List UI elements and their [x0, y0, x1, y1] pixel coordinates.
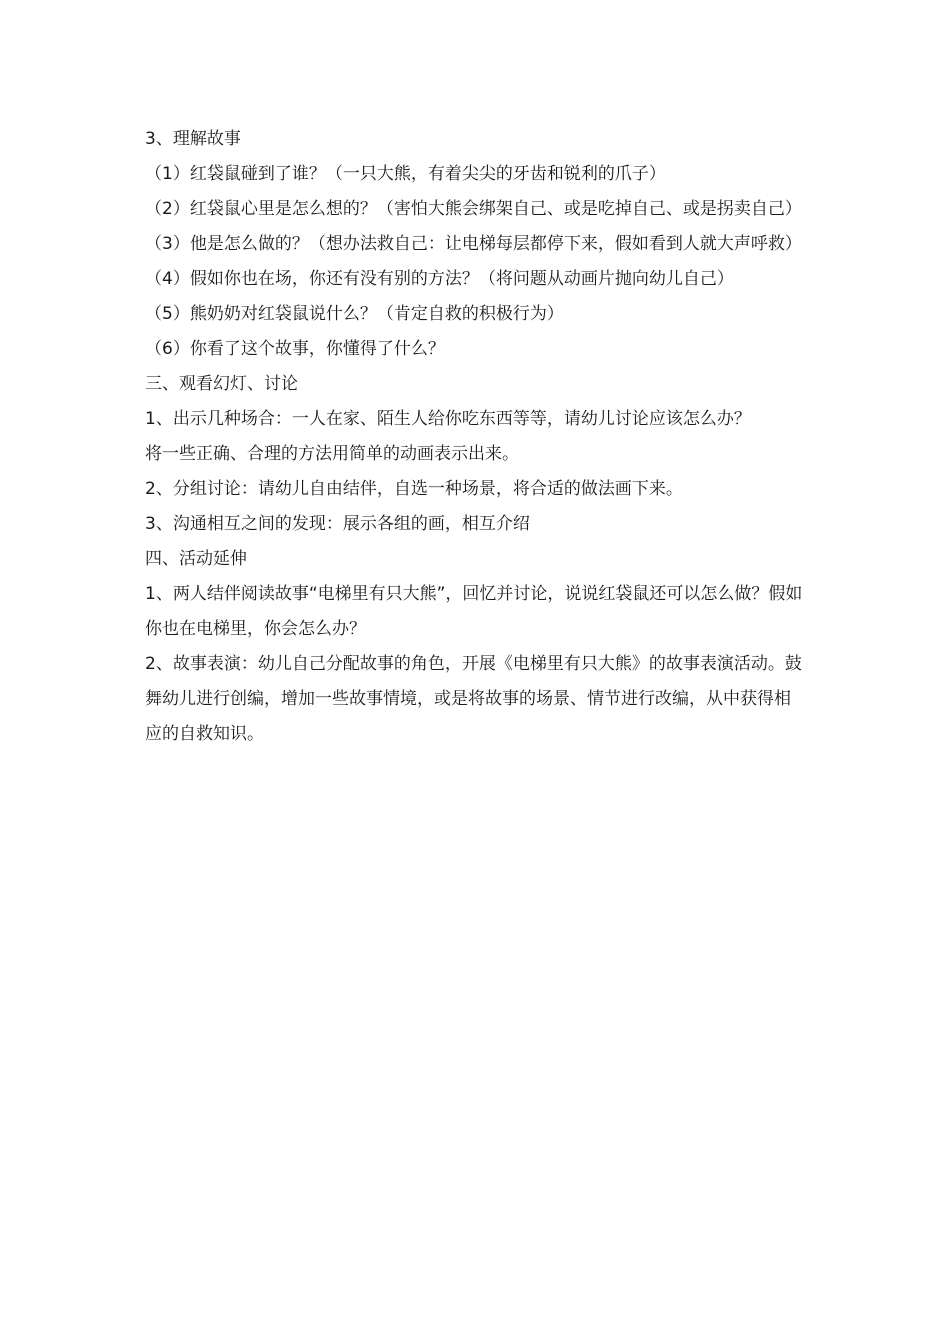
- discussion-item-2: 2、分组讨论：请幼儿自由结伴，自选一种场景，将合适的做法画下来。: [145, 479, 683, 499]
- question-3: （3）他是怎么做的？（想办法救自己：让电梯每层都停下来，假如看到人就大声呼救）: [145, 234, 802, 254]
- discussion-note: 将一些正确、合理的方法用简单的动画表示出来。: [145, 444, 519, 464]
- section-heading-slides-discussion: 三、观看幻灯、讨论: [145, 374, 298, 394]
- extension-item-2: 2、故事表演：幼儿自己分配故事的角色，开展《电梯里有只大熊》的故事表演活动。鼓舞幼儿进行创编，增加一些故事情境，或是将故事的场景、情节进行改编，从中获得相应的自救知识。: [145, 654, 802, 744]
- question-5: （5）熊奶奶对红袋鼠说什么？（肯定自救的积极行为）: [145, 304, 564, 324]
- discussion-item-3: 3、沟通相互之间的发现：展示各组的画，相互介绍: [145, 514, 530, 534]
- question-4: （4）假如你也在场，你还有没有别的方法？（将问题从动画片抛向幼儿自己）: [145, 269, 734, 289]
- question-2: （2）红袋鼠心里是怎么想的？（害怕大熊会绑架自己、或是吃掉自己、或是拐卖自己）: [145, 199, 802, 219]
- document-body: [145, 122, 805, 752]
- extension-item-1: 1、两人结伴阅读故事“电梯里有只大熊”，回忆并讨论，说说红袋鼠还可以怎么做？假如你也在电梯里，你会怎么办？: [145, 584, 803, 639]
- question-6: （6）你看了这个故事，你懂得了什么？: [145, 339, 445, 359]
- question-1: （1）红袋鼠碰到了谁？（一只大熊，有着尖尖的牙齿和锐利的爪子）: [145, 164, 666, 184]
- discussion-item-1: 1、出示几种场合：一人在家、陌生人给你吃东西等等，请幼儿讨论应该怎么办？: [145, 409, 751, 429]
- section-heading-understand-story: 3、理解故事: [145, 129, 241, 149]
- section-heading-extension: 四、活动延伸: [145, 549, 247, 569]
